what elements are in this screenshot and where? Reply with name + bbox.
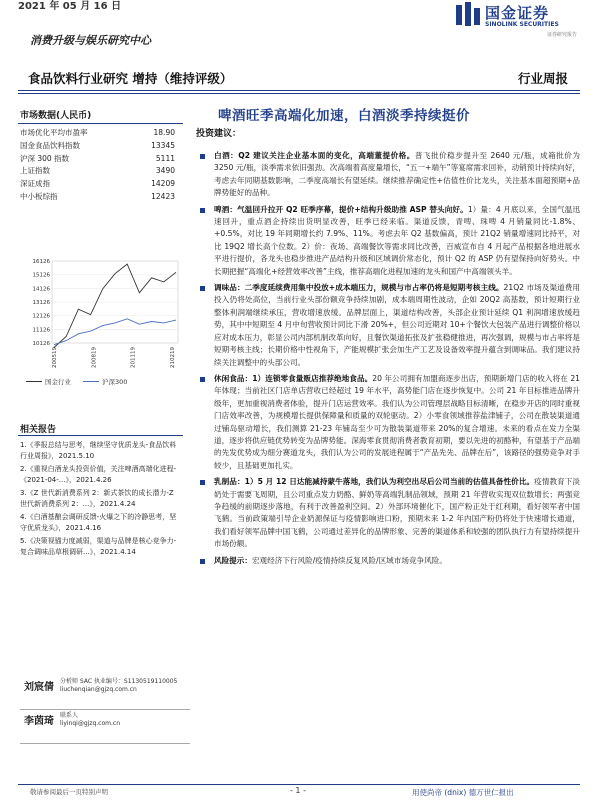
market-row-label: 国金食品饮料指数 <box>20 140 80 150</box>
legend-item-industry <box>26 377 71 386</box>
market-row <box>18 165 183 178</box>
point-text: 1）量：4 月底以来，全国气温迅速回升，重点酒企持续出货明显改善，旺季已经来临。渠道反馈，青啤、珠啤 4 月销量同比-1.8%、+0.5%，对比 19 年同期增长约 7.9%、11%。考虑去年 Q2 基数偏高，预计 21Q2 销量增速同比持平，对比 19Q2 增长高个位数。2）价：夜场、高端餐饮等需求同比改善，百威宣布自 4 月起产品根据各地进展水平进行提价，各龙头也稳步推进产品结构升级和区域调价常态化，预计 Q2 的 ASP 仍有望保持向好势头。中长期把握“高端化+经营效率改善”主线，推荐高端化进程加速的龙头和国产中高端领头羊。 <box>214 204 580 276</box>
point-baijiu <box>196 150 580 200</box>
market-row-label: 深证成指 <box>20 179 50 189</box>
index-trend-chart <box>18 255 183 375</box>
market-row-label: 中小板综指 <box>20 191 58 201</box>
header-divider-thin <box>18 93 580 94</box>
broker-logo <box>455 0 600 40</box>
y-tick-label: 12126 <box>32 313 50 320</box>
broker-slogan: 证券研究报告 <box>547 32 578 38</box>
x-tick-label: 210219 <box>170 347 176 368</box>
point-dairy <box>196 476 580 550</box>
related-report-item[interactable]: 2.《重视白酒龙头投资价值，关注啤酒高端化进程-《2021-04-...》，2021.4.26 <box>20 465 177 484</box>
related-report-item[interactable]: 5.《决策视锚力度减弱，渠道与品牌是核心竞争力-复合调味品草根调研...》，2021.4.14 <box>20 537 177 556</box>
market-row-value: 12423 <box>151 191 175 201</box>
market-data-panel <box>18 96 188 204</box>
broker-logo-icon <box>455 2 481 28</box>
research-center: 消费升级与娱乐研究中心 <box>30 34 151 47</box>
analyst-name: 刘宸倩 <box>24 682 54 693</box>
footer-note: 用使尚帝 (dnix) 德万世仁报出 <box>412 788 514 797</box>
market-row <box>18 153 183 166</box>
market-row <box>18 191 183 204</box>
point-snacks <box>196 373 580 472</box>
related-report-item[interactable]: 3.《Z 世代新消费系列 2：新式茶饮的成长潜力-Z 世代新消费系列 2：...》，2021.4.24 <box>20 489 174 508</box>
market-row-label: 市场优化平均市盈率 <box>20 128 88 137</box>
y-tick-label: 16126 <box>32 259 50 265</box>
point-risk <box>196 555 580 567</box>
x-tick-label: 200819 <box>91 347 98 368</box>
market-row-value: 13345 <box>151 140 175 150</box>
point-key: 乳制品：1）5 月 12 日达能减持蒙牛落地，我们认为利空出尽后公司当前的估值具备性价比。 <box>214 477 535 487</box>
y-tick-label: 13126 <box>32 300 50 306</box>
analyst-email[interactable]: liyinqi@gjzq.com.cn <box>60 720 120 727</box>
point-key: 白酒：Q2 建议关注企业基本面的变化，高端董提价格。 <box>214 151 415 160</box>
point-key: 休闲食品：1）连锁零食量贩店推荐绝地食品。 <box>214 373 373 383</box>
y-tick-label: 10126 <box>32 341 50 347</box>
legend-item-hs300 <box>83 377 127 386</box>
analyst-card <box>20 676 190 710</box>
analyst-panel <box>20 676 190 744</box>
analyst-role: 联系人 <box>60 712 79 719</box>
market-data-title: 市场数据(人民币) <box>18 96 183 124</box>
analyst-card <box>20 710 190 744</box>
chart-legend <box>26 377 186 386</box>
page-number: - 1 - <box>290 786 306 795</box>
point-text: 21Q2 市场及渠道费用投入仍将处高位，当前行业头部份额竞争持续加剧，成本端周期性波动，企如 20Q2 高基数，预计短期行业整体利润端继续承压，营收增速放缓。品牌层面上，渠道结构改善，头部企业预计延续 Q1 利润增速放缓趋势，其中中短期至 4 月中旬营收预计同比下滑 20%+，但公司近期对 10+个餐饮大包装产品进行调整价格以应对成本压力，彰显公司内部机制改革向好，且餐饮渠道拓张及扩张稳健推进，再次强调，规模与市占率将是短期考核主线；长期价格中性视角下，产能规模扩张会加生产工艺及设备效率提升蕴含到调味品。我们建议持续关注调整中的头部公司。 <box>214 283 580 367</box>
market-row-label: 沪深 300 指数 <box>20 153 70 163</box>
point-key: 风险提示： <box>214 555 252 565</box>
analyst-name: 李茵琦 <box>24 716 54 727</box>
legend-label: 沪深300 <box>102 378 128 386</box>
point-text: 疫情教育下淡奶处于需要飞周期，且公司重点发力奶酪、鲜奶等高端乳制品领域，预期 21 年营收实现双位数增长；两强竞争趋缓的前期逐步落地，有利于改善盈利空间。2）外部环境催化下，国产粉正处于红利期，看好领军者中国飞鹤。当前政策端引导企业奶源保证与疫情影响进口粉，预期未来 1-2 年内国产粉仍将处于快速增长通道，我们看好领军品牌中国飞鹤，公司通过差异化的品牌形象、完善的渠道体系和较强的团队执行力有望持续提升市场份额。 <box>214 477 581 549</box>
report-header <box>18 67 580 89</box>
point-condiment <box>196 282 580 369</box>
x-tick-label: 201119 <box>130 347 137 368</box>
report-sector-rating: 食品饮料行业研究 增持（维持评级） <box>28 71 233 86</box>
market-row <box>18 127 183 140</box>
market-row-value: 18.90 <box>153 128 175 137</box>
legend-swatch <box>26 381 42 382</box>
point-text: 20 年公司拥有加盟商逐步出店，预期新增门店的收入将在 21 年体现；当前社区门店单店营收已经超过 19 年水平，高势能门店在逐步恢复中。公司 21 年目标推进品牌升级年，更加重视消费者体验，提升门店运营效率。我们认为公司管理层战略目标清晰，在稳步开店的同时重视门店效率改善，为规模增长提供保障量和质量的双轮驱动。2）小零食领域推荐盐津铺子，公司在散装渠道通过铺岛驱动增长，我们测算 21-23 年铺岛至少可为散装渠道带来 20%的复合增速。未来的看点在发力全渠道，逐步将供应链优势转变为品牌势能。深海零食贯彻消费者教育初期，要以先进的初酪种，有望基于产品端的先发优势成为细分赛道龙头，我们认为公司的发展进程属于“产品先先、品牌在后”，该路径的强势竞争对手较少，且基础更加扎实。 <box>214 373 580 470</box>
related-reports-divider <box>18 435 183 436</box>
legend-label: 国金行业 <box>45 378 71 386</box>
report-title: 啤酒旺季高端化加速，白酒淡季持续挺价 <box>218 108 470 124</box>
header-divider <box>18 90 580 91</box>
point-text: 普飞批价稳步提升至 2640 元/瓶，成箱批价为 3250 元/瓶，淡季需求依旧强劲。次高端着高度量增长，“五一+端午”等宴席需求回补，动销预计持续向好，考虑去年同期基数影响，二季度高端长有望延续。继续推荐确定性+估值性价比龙头，关注基本面超预期+品牌势能好的品种。 <box>214 151 580 198</box>
analyst-email[interactable]: liuchenqian@gjzq.com.cn <box>60 686 137 693</box>
related-reports-title: 相关报告 <box>20 425 57 435</box>
related-reports-list <box>20 440 182 560</box>
market-row <box>18 140 183 153</box>
market-row <box>18 178 183 191</box>
related-report-item[interactable]: 1.《季报总结与思考，继续坚守优质龙头-食品饮料行业周报》，2021.5.10 <box>20 441 177 460</box>
y-tick-label: 15126 <box>32 272 50 279</box>
series-line-0 <box>54 264 176 347</box>
report-date: 2021 年 05 月 16 日 <box>18 1 122 12</box>
footer-disclaimer[interactable]: 敬请参阅最后一页特别声明 <box>30 788 108 796</box>
market-row-value: 3490 <box>155 166 175 176</box>
report-type: 行业周报 <box>517 71 568 86</box>
y-tick-label: 14126 <box>32 286 50 293</box>
market-row-value: 14209 <box>151 179 175 189</box>
market-data-table <box>18 127 183 204</box>
footer-divider <box>18 784 580 785</box>
broker-name-cn: 国金证券 <box>485 4 550 22</box>
broker-name-en: SINOLINK SECURITIES <box>485 21 559 28</box>
x-tick-label: 200519 <box>52 347 58 368</box>
investment-points <box>196 150 580 571</box>
analyst-role: 分析师 SAC 执业编号：S1130519110005 <box>60 678 178 685</box>
investment-advice-label: 投资建议： <box>196 129 242 139</box>
point-beer <box>196 204 580 278</box>
point-key: 调味品：二季度延续费用集中投放+成本端压力，规模与市占率仍将是短期考核主线。 <box>214 283 504 293</box>
y-tick-label: 11126 <box>32 327 50 334</box>
market-row-value: 5111 <box>155 153 175 163</box>
market-row-label: 上证指数 <box>20 166 50 176</box>
point-key: 啤酒：气温回升拉开 Q2 旺季序幕，提价+结构升级助推 ASP 替头向好。 <box>214 204 468 214</box>
related-report-item[interactable]: 4.《白酒基酿会调研反馈-火爆之下的冷静思考，坚守优质龙头》，2021.4.16 <box>20 513 177 532</box>
point-text: 宏观经济下行风险/疫情持续反复风险/区域市场竞争风险。 <box>251 555 447 565</box>
legend-swatch <box>83 381 99 382</box>
